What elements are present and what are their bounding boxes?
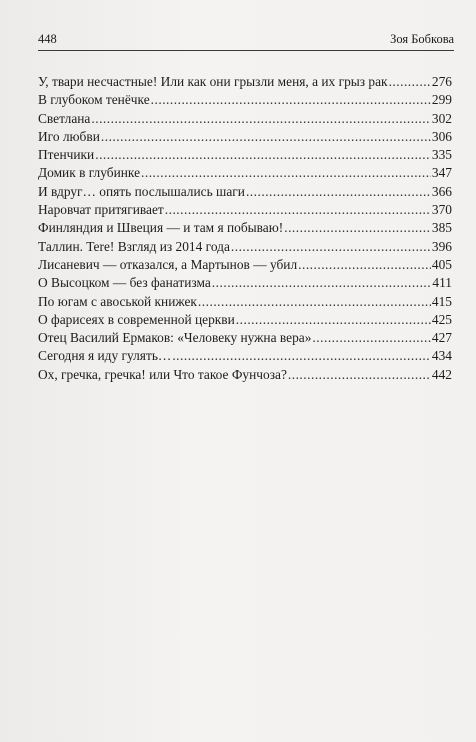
toc-entry [38,256,452,274]
toc-entry-title: Сегодня я иду гулять… [38,348,172,364]
running-header-author: Зоя Бобкова [390,32,454,46]
toc-entry-page: 370 [431,202,452,218]
running-header [38,30,454,51]
toc-leader-dots [231,238,431,256]
toc-entry-page: 425 [431,311,452,327]
table-of-contents [38,73,452,384]
toc-entry-title: У, твари несчастные! Или как они грызли меня, а их грыз рак [38,74,388,89]
toc-entry-page: 335 [431,147,452,163]
toc-entry-title: Наровчат притягивает [38,202,164,218]
toc-entry-title: Ох, гречка, гречка! или Что такое Фунчоза? [38,366,287,382]
toc-entry-page: 299 [431,92,452,108]
toc-leader-dots [101,128,431,146]
toc-leader-dots [298,256,431,274]
toc-entry [38,73,452,91]
toc-entry [38,164,452,182]
toc-leader-dots [165,201,431,219]
toc-entry [38,274,452,292]
toc-leader-dots [95,146,431,164]
toc-leader-dots [312,329,430,347]
toc-leader-dots [151,91,431,109]
toc-leader-dots [91,110,431,128]
toc-leader-dots [246,183,431,201]
toc-entry [38,110,452,128]
toc-entry [38,146,452,164]
toc-entry-title: Таллин. Tere! Взгляд из 2014 года [38,238,230,254]
toc-entry-page: 302 [431,110,452,126]
toc-entry-title: В глубоком тенёчке [38,92,150,108]
toc-entry-title: Птенчики [38,147,95,163]
toc-entry-title: Лисаневич — отказался, а Мартынов — убил [38,256,298,272]
toc-entry-page: 396 [431,238,452,254]
toc-entry-title: Отец Василий Ермаков: «Человеку нужна вера» [38,330,312,346]
toc-entry [38,183,452,201]
toc-leader-dots [212,274,432,292]
toc-leader-dots [172,347,431,365]
toc-entry [38,128,452,146]
toc-entry-title: Финляндия и Швеция — и там я побываю! [38,220,284,236]
toc-entry-page: 442 [431,366,452,382]
toc-entry-title: И вдруг… опять послышались шаги [38,183,245,199]
toc-entry-page: 366 [431,183,452,199]
toc-leader-dots [284,219,431,237]
toc-leader-dots [141,164,431,182]
toc-entry [38,238,452,256]
toc-entry-title: Иго любви [38,128,100,144]
toc-leader-dots [198,293,431,311]
toc-entry-title: По югам с авоськой книжек [38,293,197,309]
toc-entry [38,329,452,347]
toc-entry [38,219,452,237]
toc-entry-page: 405 [431,256,452,272]
toc-entry [38,91,452,109]
toc-entry-page: 347 [431,165,452,181]
toc-entry-page: 385 [431,220,452,236]
toc-entry [38,311,452,329]
toc-entry-page: 434 [431,348,452,364]
toc-entry-title: Домик в глубинке [38,165,141,181]
toc-entry [38,293,452,311]
toc-leader-dots [389,73,431,91]
toc-entry-title: О фарисеях в современной церкви [38,311,235,327]
toc-entry [38,366,452,384]
toc-entry-title: Светлана [38,110,91,126]
toc-leader-dots [288,366,431,384]
toc-entry [38,201,452,219]
toc-entry-page: 411 [432,275,452,291]
toc-entry [38,347,452,365]
toc-entry-page: 306 [431,128,452,144]
toc-leader-dots [236,311,431,329]
toc-entry-page: 427 [431,330,452,346]
toc-entry-page: 415 [431,293,452,309]
page-number: 448 [38,32,57,46]
toc-entry-page: 276 [431,74,452,89]
toc-entry-title: О Высоцком — без фанатизма [38,275,211,291]
